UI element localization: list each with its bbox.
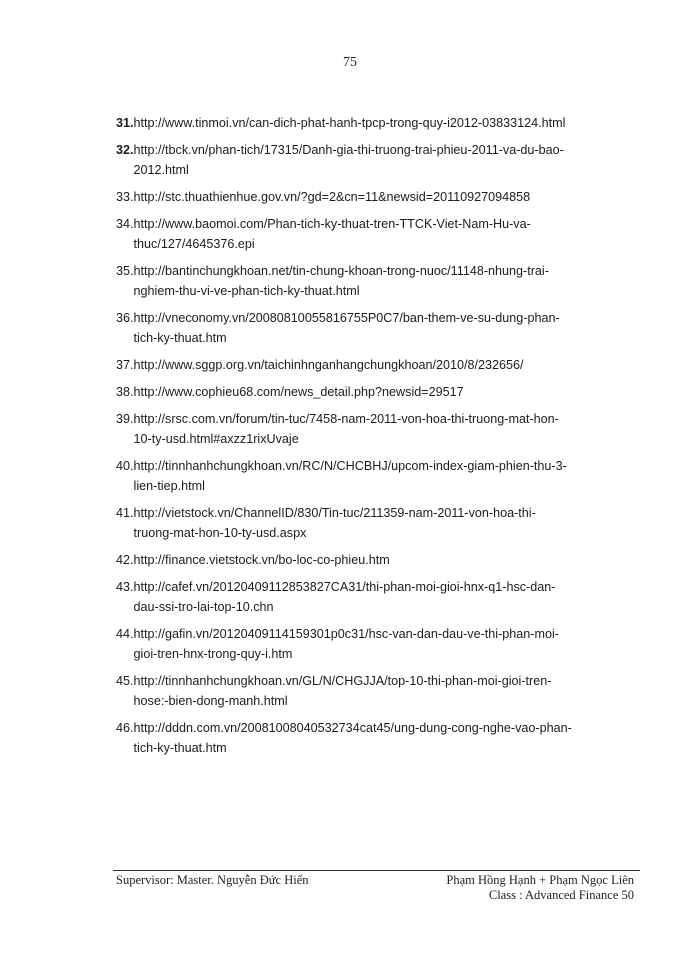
reference-url-line: 2012.html: [133, 163, 189, 177]
reference-url-line: http://cafef.vn/20120409112853827CA31/thi-phan-moi-gioi-hnx-q1-hsc-dan-: [133, 580, 556, 594]
reference-url-line: hose:-bien-dong-manh.html: [133, 694, 288, 708]
reference-url-line: http://srsc.com.vn/forum/tin-tuc/7458-nam-2011-von-hoa-thi-truong-mat-hon-: [133, 412, 559, 426]
reference-url-line: http://tbck.vn/phan-tich/17315/Danh-gia-thi-truong-trai-phieu-2011-va-du-bao-: [133, 143, 564, 157]
reference-url-line: http://dddn.com.vn/20081008040532734cat45/ung-dung-cong-nghe-vao-phan-: [133, 721, 572, 735]
reference-item: [116, 577, 636, 617]
reference-item: [116, 308, 636, 348]
reference-url: [134, 382, 636, 402]
reference-list: [116, 113, 636, 765]
reference-url-line: thuc/127/4645376.epi: [133, 237, 255, 251]
reference-url: [134, 577, 636, 617]
footer-supervisor: Supervisor: Master. Nguyễn Đức Hiển: [116, 873, 309, 887]
reference-number: 33.: [116, 190, 134, 204]
footer-authors: Phạm Hồng Hạnh + Phạm Ngọc Liên: [446, 873, 634, 887]
reference-item: [116, 140, 636, 180]
reference-url-line: http://www.baomoi.com/Phan-tich-ky-thuat-tren-TTCK-Viet-Nam-Hu-va-: [133, 217, 531, 231]
reference-item: [116, 214, 636, 254]
reference-item: [116, 624, 636, 664]
reference-number: 42.: [116, 553, 134, 567]
reference-url: [134, 503, 636, 543]
reference-item: [116, 550, 636, 570]
reference-url-line: http://bantinchungkhoan.net/tin-chung-khoan-trong-nuoc/11148-nhung-trai-: [133, 264, 549, 278]
reference-item: [116, 718, 636, 758]
reference-url-line: nghiem-thu-vi-ve-phan-tich-ky-thuat.html: [133, 284, 360, 298]
reference-url-line: http://gafin.vn/20120409114159301p0c31/hsc-van-dan-dau-ve-thi-phan-moi-: [133, 627, 559, 641]
reference-url: [134, 261, 636, 301]
reference-url: [134, 308, 636, 348]
reference-number: 35.: [116, 264, 134, 278]
reference-number: 41.: [116, 506, 134, 520]
reference-url: [134, 409, 636, 449]
reference-number: 44.: [116, 627, 134, 641]
reference-item: [116, 187, 636, 207]
page-number: 75: [343, 55, 357, 70]
reference-url: [134, 456, 636, 496]
reference-url-line: lien-tiep.html: [133, 479, 205, 493]
reference-item: [116, 355, 636, 375]
reference-number: 32.: [116, 143, 134, 157]
reference-number: 36.: [116, 311, 134, 325]
reference-number: 38.: [116, 385, 134, 399]
reference-url-line: http://www.sggp.org.vn/taichinhnganhangchungkhoan/2010/8/232656/: [133, 358, 524, 372]
reference-url: [134, 718, 636, 758]
footer-class: Class : Advanced Finance 50: [488, 888, 634, 902]
reference-url-line: http://finance.vietstock.vn/bo-loc-co-phieu.htm: [133, 553, 390, 567]
reference-number: 37.: [116, 358, 134, 372]
reference-url-line: http://tinnhanhchungkhoan.vn/RC/N/CHCBHJ/upcom-index-giam-phien-thu-3-: [133, 459, 567, 473]
reference-url-line: http://www.tinmoi.vn/can-dich-phat-hanh-tpcp-trong-quy-i2012-03833124.html: [133, 116, 566, 130]
reference-url: [134, 113, 636, 133]
reference-url-line: http://stc.thuathienhue.gov.vn/?gd=2&cn=11&newsid=20110927094858: [133, 190, 531, 204]
reference-url: [134, 214, 636, 254]
footer-divider: [113, 870, 640, 871]
reference-item: [116, 382, 636, 402]
reference-number: 43.: [116, 580, 134, 594]
reference-url: [134, 355, 636, 375]
reference-item: [116, 456, 636, 496]
reference-number: 39.: [116, 412, 134, 426]
footer-authors-block: [446, 873, 634, 903]
reference-number: 40.: [116, 459, 134, 473]
reference-item: [116, 409, 636, 449]
reference-url-line: http://vietstock.vn/ChannelID/830/Tin-tuc/211359-nam-2011-von-hoa-thi-: [133, 506, 536, 520]
reference-item: [116, 671, 636, 711]
reference-url-line: 10-ty-usd.html#axzz1rixUvaje: [133, 432, 299, 446]
reference-item: [116, 113, 636, 133]
reference-url-line: http://www.cophieu68.com/news_detail.php?newsid=29517: [133, 385, 464, 399]
reference-url-line: tich-ky-thuat.htm: [133, 741, 227, 755]
reference-url-line: truong-mat-hon-10-ty-usd.aspx: [133, 526, 307, 540]
reference-number: 34.: [116, 217, 134, 231]
reference-url-line: tich-ky-thuat.htm: [133, 331, 227, 345]
reference-url-line: http://tinnhanhchungkhoan.vn/GL/N/CHGJJA/top-10-thi-phan-moi-gioi-tren-: [133, 674, 552, 688]
reference-url: [134, 671, 636, 711]
reference-url: [134, 624, 636, 664]
reference-url: [134, 187, 636, 207]
reference-number: 46.: [116, 721, 134, 735]
reference-item: [116, 261, 636, 301]
reference-url-line: http://vneconomy.vn/20080810055816755P0C7/ban-them-ve-su-dung-phan-: [133, 311, 560, 325]
reference-url-line: dau-ssi-tro-lai-top-10.chn: [133, 600, 274, 614]
reference-number: 31.: [116, 116, 134, 130]
reference-item: [116, 503, 636, 543]
reference-number: 45.: [116, 674, 134, 688]
reference-url: [134, 140, 636, 180]
reference-url-line: gioi-tren-hnx-trong-quy-i.htm: [133, 647, 293, 661]
reference-url: [134, 550, 636, 570]
